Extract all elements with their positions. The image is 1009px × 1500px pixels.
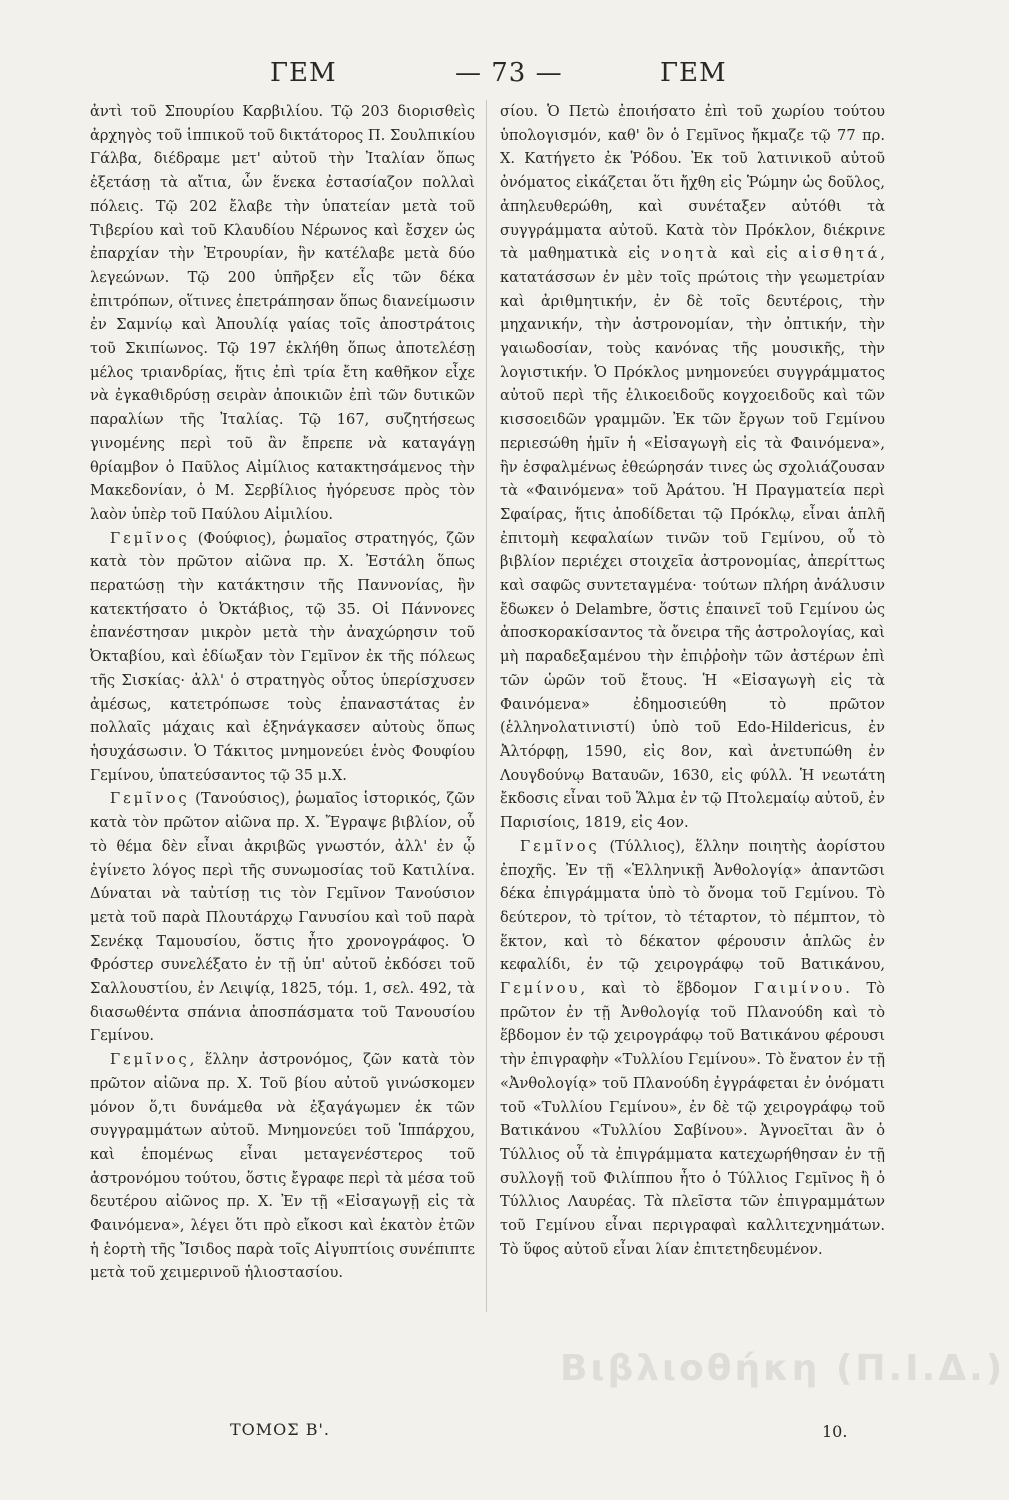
entry-paragraph	[90, 527, 475, 788]
paragraph	[500, 100, 885, 835]
entry-text: , ἕλλην ἀστρονόμος, ζῶν κατὰ τὸν πρῶτον αἰῶνα πρ. Χ. Τοῦ βίου αὐτοῦ γινώσκομεν μόνον ὅ,τι δυνάμεθα νὰ ἐξαγάγωμεν ἐκ τῶν συγγραμμάτων αὐτοῦ. Μνημονεύει τοῦ Ἱππάρχου, καὶ ἑπομένως εἶναι μεταγενέστερος τοῦ ἀστρονόμου τούτου, ὅστις ἔγραφε περὶ τὰ μέσα τοῦ δευτέρου αἰῶνος πρ. Χ. Ἐν τῇ «Εἰσαγωγῇ εἰς τὰ Φαινόμενα», λέγει ὅτι πρὸ εἴκοσι καὶ ἑκατὸν ἐτῶν ἡ ἑορτὴ τῆς Ἴσιδος παρὰ τοῖς Αἰγυπτίοις συνέπιπτε μετὰ τοῦ χειμερινοῦ ἡλιοστασίου.	[90, 1051, 475, 1282]
paragraph-text: σίου. Ὁ Πετὼ ἐποιήσατο ἐπὶ τοῦ χωρίου τούτου ὑπολογισμόν, καθ' ὃν ὁ Γεμῖνος ἤκμαζε τῷ 77 πρ. Χ. Κατήγετο ἐκ Ῥόδου. Ἐκ τοῦ λατινικοῦ αὐτοῦ ὀνόματος εἰκάζεται ὅτι ἤχθη εἰς Ῥώμην ὡς δοῦλος, ἀπηλευθερώθη, καὶ συνέταξεν αὐτόθι τὰ συγγράμματα αὐτοῦ. Κατὰ τὸν Πρόκλον, διέκρινε τὰ μαθηματικὰ εἰς	[500, 103, 885, 263]
entry-headword: Γεμῖνος	[110, 1051, 190, 1069]
entry-headword: Γεμῖνος	[110, 790, 190, 808]
library-watermark: Βιβλιοθήκη (Π.Ι.Δ.)	[560, 1348, 1006, 1389]
paragraph-text: καὶ εἰς	[719, 245, 799, 263]
signature-mark: 10.	[822, 1422, 848, 1441]
entry-text: (Φούφιος), ῥωμαῖος στρατηγός, ζῶν κατὰ τὸν πρῶτον αἰῶνα πρ. Χ. Ἐστάλη ὅπως περατώσῃ τὴν κατάκτησιν τῆς Παννονίας, ἣν κατεκτήσατο ὁ Ὀκτάβιος, τῷ 35. Οἱ Πάννονες ἐπανέστησαν μικρὸν μετὰ τὴν ἀναχώρησιν τοῦ Ὀκταβίου, καὶ ἐδίωξαν τὸν Γεμῖνον ἐκ τῆς πόλεως τῆς Σισκίας· ἀλλ' ὁ στρατηγὸς οὗτος ὑπερίσχυσεν ἀμέσως, κατετρόπωσε τοὺς ἐπαναστάτας ἐν πολλαῖς μάχαις καὶ ἐξηνάγκασεν αὐτοὺς ὅπως ἡσυχάσωσιν. Ὁ Τάκιτος μνημονεύει ἑνὸς Φουφίου Γεμίνου, ὑπατεύσαντος τῷ 35 μ.Χ.	[90, 529, 475, 784]
column-divider	[486, 100, 487, 1312]
entry-headword: Γεμῖνος	[110, 529, 190, 547]
paragraph-text: ἀντὶ τοῦ Σπουρίου Καρβιλίου. Τῷ 203 διορισθεὶς ἀρχηγὸς τοῦ ἱππικοῦ τοῦ δικτάτορος Π. Σουλπικίου Γάλβα, διέδραμε μετ' αὐτοῦ τὴν Ἰταλίαν ὅπως ἐξετάσῃ τὰ αἴτια, ὧν ἕνεκα ἐστασίαζον πολλαὶ πόλεις. Τῷ 202 ἔλαβε τὴν ὑπατείαν μετὰ τοῦ Τιβερίου καὶ τοῦ Κλαυδίου Νέρωνος καὶ ἔσχεν ὡς ἐπαρχίαν τὴν Ἐτρουρίαν, ἣν κατέλαβε μετὰ δύο λεγεώνων. Τῷ 200 ὑπῆρξεν εἷς τῶν δέκα ἐπιτρόπων, οἵτινες ἐπετράπησαν ὅπως διανείμωσιν ἐν Σαμνίῳ καὶ Ἀπουλίᾳ γαίας τοῖς ἀποστράτοις τοῦ Σκιπίωνος. Τῷ 197 ἐκλήθη ὅπως ἀποτελέσῃ μέλος τριανδρίας, ἥτις ἐπὶ τρία ἔτη καθῆκον εἶχε νὰ ἐγκαθιδρύσῃ σειρὰν ἀποικιῶν ἐπὶ τῶν δυτικῶν παραλίων τῆς Ἰταλίας. Τῷ 167, συζητήσεως γινομένης περὶ τοῦ ἂν ἔπρεπε νὰ καταγάγῃ θρίαμβον ὁ Παῦλος Αἰμίλιος κατακτησάμενος τὴν Μακεδονίαν, ὁ Μ. Σερβίλιος ἠγόρευσε πρὸς τὸν λαὸν ὑπὲρ τοῦ Παύλου Αἰμιλίου.	[90, 103, 475, 523]
paragraph-text: , κατατάσσων ἐν μὲν τοῖς πρώτοις τὴν γεωμετρίαν καὶ ἀριθμητικήν, ἐν δὲ τοῖς δευτέροις, τὴν μηχανικήν, τὴν ἀστρονομίαν, τὴν ὀπτικήν, τὴν γαιωδοσίαν, τοὺς κανόνας τῆς μουσικῆς, τὴν λογιστικήν. Ὁ Πρόκλος μνημονεύει συγγράμματος αὐτοῦ περὶ τῆς ἑλικοειδοῦς κογχοειδοῦς καὶ τῶν κισσοειδῶν γραμμῶν. Ἐκ τῶν ἔργων τοῦ Γεμίνου περιεσώθη ἡμῖν ἡ «Εἰσαγωγὴ εἰς τὰ Φαινόμενα», ἣν ἐσφαλμένως ἐθεώρησάν τινες ὡς σχολιάζουσαν τὰ «Φαινόμενα» τοῦ Ἀράτου. Ἡ Πραγματεία περὶ Σφαίρας, ἥτις ἀποδίδεται τῷ Πρόκλῳ, εἶναι ἁπλῆ ἐπιτομὴ κεφαλαίων τινῶν τοῦ Γεμίνου, οὗ τὸ βιβλίον περιέχει στοιχεῖα ἀστρονομίας, ἀπερίττως καὶ σαφῶς συντεταγμένα· τούτων πλήρη ἀνάλυσιν ἔδωκεν ὁ Delambre, ὅστις ἐπαινεῖ τοῦ Γεμίνου ὡς ἀποσκορακίσαντος τὰ ὄνειρα τῆς ἀστρολογίας, καὶ μὴ παραδεξαμένου τὴν ἐπιῤῥοὴν τῶν ἀστέρων ἐπὶ τῶν ὡρῶν τοῦ ἔτους. Ἡ «Εἰσαγωγὴ εἰς τὰ Φαινόμενα» ἐδημοσιεύθη τὸ πρῶτον (ἑλληνολατινιστί) ὑπὸ τοῦ Edo-Hildericus, ἐν Ἀλτόρφῃ, 1590, εἰς 8ον, καὶ ἀνετυπώθη ἐν Λουγδούνῳ Βαταυῶν, 1630, εἰς φύλλ. Ἡ νεωτάτη ἔκδοσις εἶναι τοῦ Ἅλμα ἐν τῷ Πτολεμαίῳ αὐτοῦ, ἐν Παρισίοις, 1819, εἰς 4ον.	[500, 245, 885, 832]
spaced-term: Γαιμίνου	[753, 980, 846, 998]
running-head	[90, 58, 930, 98]
entry-paragraph	[90, 787, 475, 1048]
left-column	[90, 100, 475, 1285]
header-right: ΓΕΜ	[660, 58, 727, 88]
spaced-term: αἰσθητά	[798, 245, 881, 263]
entry-paragraph	[90, 1048, 475, 1285]
header-left: ΓΕΜ	[270, 58, 337, 88]
entry-text: (Τύλλιος), ἕλλην ποιητὴς ἀορίστου ἐποχῆς. Ἐν τῇ «Ἑλληνικῇ Ἀνθολογίᾳ» ἀπαντῶσι δέκα ἐπιγράμματα ὑπὸ τὸ ὄνομα τοῦ Γεμίνου. Τὸ δεύτερον, τὸ τρίτον, τὸ τέταρτον, τὸ πέμπτον, τὸ ἕκτον, καὶ τὸ δέκατον φέρουσιν ἁπλῶς ἐν κεφαλίδι, ἐν τῷ χειρογράφῳ τοῦ Βατικάνου,	[500, 837, 885, 974]
paragraph	[90, 100, 475, 527]
entry-text: (Τανούσιος), ῥωμαῖος ἱστορικός, ζῶν κατὰ τὸν πρῶτον αἰῶνα πρ. Χ. Ἔγραψε βιβλίον, οὗ τὸ θέμα δὲν εἶναι ἀκριβῶς γνωστόν, ἀλλ' ἐν ᾧ ἐγίνετο λόγος περὶ τῆς συνωμοσίας τοῦ Κατιλίνα. Δύναται νὰ ταὐτίσῃ τις τὸν Γεμῖνον Τανούσιον μετὰ τοῦ παρὰ Πλουτάρχῳ Γανυσίου καὶ τοῦ παρὰ Σενέκᾳ Ταμουσίου, ὅστις ἦτο χρονογράφος. Ὁ Φρόστερ συνελέξατο ἐν τῇ ὑπ' αὐτοῦ ἐκδόσει τοῦ Σαλλουστίου, ἐν Λειψίᾳ, 1825, τόμ. 1, σελ. 492, τὰ διασωθέντα σπάνια ἀποσπάσματα τοῦ Τανουσίου Γεμίνου.	[90, 790, 475, 1045]
entry-text: . Τὸ πρῶτον ἐν τῇ Ἀνθολογίᾳ τοῦ Πλανούδη καὶ τὸ ἕβδομον ἐν τῷ χειρογράφῳ τοῦ Βατικάνου φέρουσι τὴν ἐπιγραφὴν «Τυλλίου Γεμίνου». Τὸ ἔνατον ἐν τῇ «Ἀνθολογίᾳ» τοῦ Πλανούδη ἐγγράφεται ἐν ὀνόματι τοῦ «Τυλλίου Γεμίνου», ἐν δὲ τῷ χειρογράφῳ τοῦ Βατικάνου «Τυλλίου Σαβίνου». Ἀγνοεῖται ἂν ὁ Τύλλιος οὗ τὰ ἐπιγράμματα κατεχωρήθησαν ἐν τῇ συλλογῇ τοῦ Φιλίππου ἦτο ὁ Τύλλιος Γεμῖνος ἢ ὁ Τύλλιος Λαυρέας. Τὰ πλεῖστα τῶν ἐπιγραμμάτων τοῦ Γεμίνου εἶναι περιγραφαὶ καλλιτεχνημάτων. Τὸ ὕφος αὐτοῦ εἶναι λίαν ἐπιτετηδευμένον.	[500, 980, 885, 1258]
spaced-term: Γεμίνου	[500, 980, 581, 998]
entry-headword: Γεμῖνος	[520, 837, 600, 855]
volume-label: ΤΟΜΟΣ Β'.	[230, 1420, 330, 1439]
page-number: — 73 —	[455, 58, 563, 88]
entry-text: , καὶ τὸ ἕβδομον	[580, 980, 754, 998]
right-column	[500, 100, 885, 1261]
entry-paragraph	[500, 835, 885, 1262]
spaced-term: νοητὰ	[660, 245, 720, 263]
